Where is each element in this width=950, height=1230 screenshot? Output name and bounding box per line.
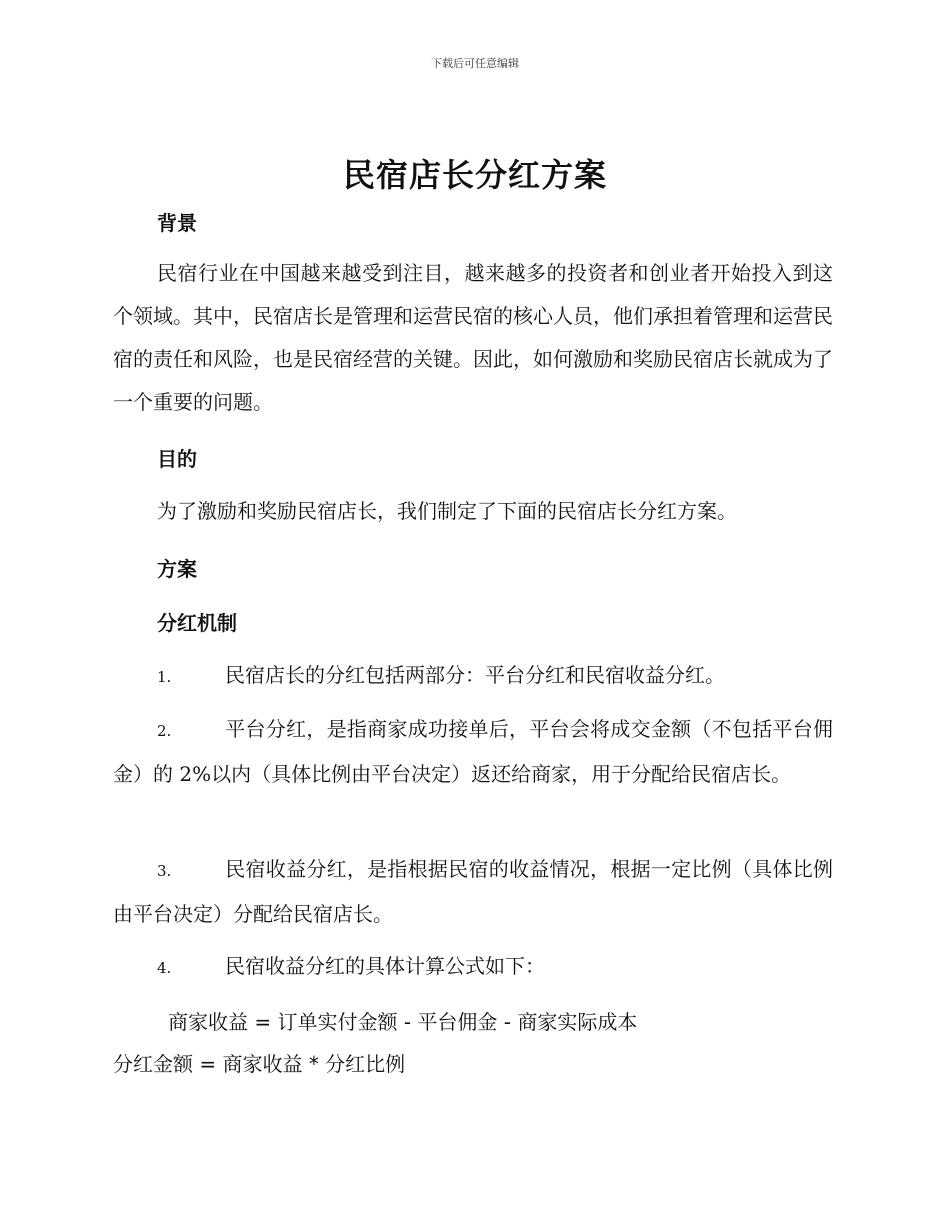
list-item-text: 民宿收益分红的具体计算公式如下： <box>225 954 545 978</box>
list-item-number: 1. <box>157 668 172 686</box>
list-item-text: 平台分红，是指商家成功接单后，平台会将成交金额（不包括平台佣金）的 2%以内（具体比例由平台决定）返还给商家，用于分配给民宿店长。 <box>113 717 833 786</box>
list-item-number: 3. <box>157 862 172 880</box>
list-item-text: 民宿收益分红，是指根据民宿的收益情况，根据一定比例（具体比例由平台决定）分配给民宿店长。 <box>113 857 833 926</box>
list-item <box>113 708 833 796</box>
formula-merchant-income: 商家收益 = 订单实付金额 - 平台佣金 - 商家实际成本 <box>168 1010 638 1034</box>
heading-purpose: 目的 <box>157 447 197 471</box>
document-title: 民宿店长分红方案 <box>342 156 607 194</box>
list-item <box>113 654 833 699</box>
paragraph-background: 民宿行业在中国越来越受到注目，越来越多的投资者和创业者开始投入到这个领域。其中，民宿店长是管理和运营民宿的核心人员，他们承担着管理和运营民宿的责任和风险，也是民宿经营的关键。因此，如何激励和奖励民宿店长就成为了一个重要的问题。 <box>113 261 833 414</box>
paragraph-purpose: 为了激励和奖励民宿店长，我们制定了下面的民宿店长分红方案。 <box>157 499 737 523</box>
heading-plan: 方案 <box>157 557 197 581</box>
list-item <box>113 848 833 936</box>
list-item-number: 2. <box>157 722 172 740</box>
list-item-number: 4. <box>157 959 172 977</box>
heading-background: 背景 <box>157 211 197 235</box>
header-note: 下载后可任意编辑 <box>431 57 519 70</box>
list-item-text: 民宿店长的分红包括两部分：平台分红和民宿收益分红。 <box>225 663 725 687</box>
list-item <box>113 945 833 990</box>
heading-mechanism: 分红机制 <box>157 611 237 635</box>
formula-dividend-amount: 分红金额 = 商家收益 * 分红比例 <box>113 1052 406 1076</box>
